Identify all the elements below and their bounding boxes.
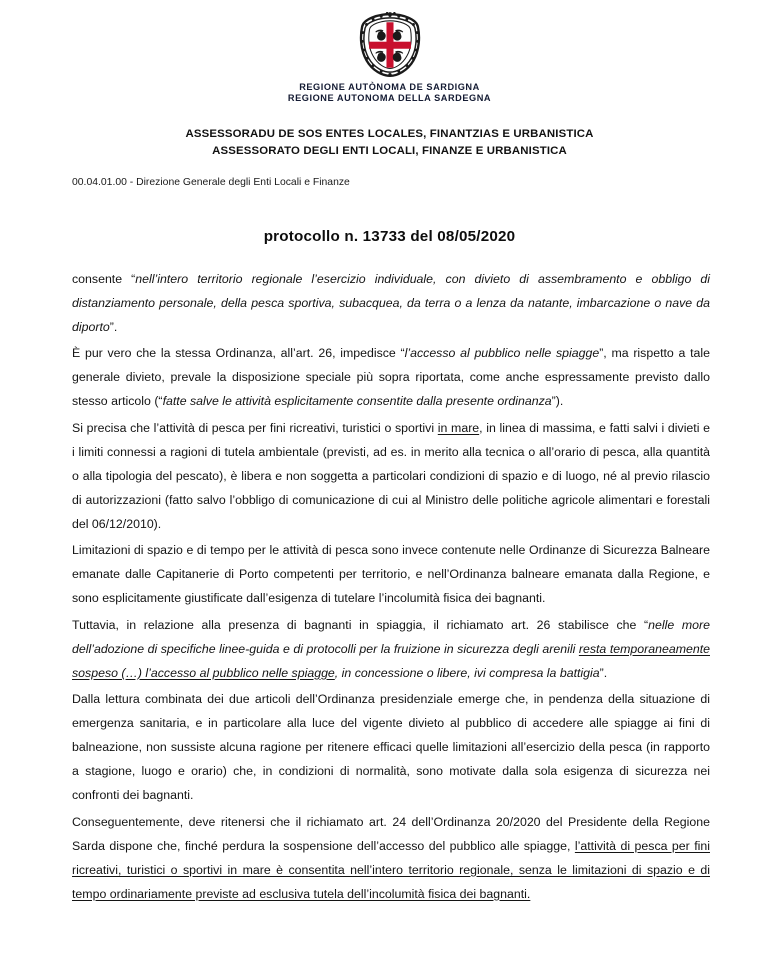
document-body <box>72 267 710 906</box>
p2-quote1: l’accesso al pubblico nelle spiagge <box>404 346 600 361</box>
p3-part1: Si precisa che l’attività di pesca per fini ricreativi, turistici o sportivi <box>72 420 438 435</box>
p5-italic1: nelle more dell’adozione di specifiche linee-guida e di protocolli per la fruizione in sicurezza degli arenili <box>72 617 710 656</box>
org-line-italian: REGIONE AUTONOMA DELLA SARDEGNA <box>287 93 492 104</box>
p1-lead: consente “ <box>72 271 136 286</box>
paragraph-3 <box>72 416 710 536</box>
paragraph-1 <box>72 267 710 339</box>
paragraph-4 <box>72 538 710 610</box>
p3-underlined: in mare <box>437 420 480 435</box>
p4-text: Limitazioni di spazio e di tempo per le attività di pesca sono invece contenute nelle Ordinanze di Sicurezza Balneare emanate dalle Capitanerie di Porto competenti per territorio, e nell’Ordinanza balneare emanata dalla Regione, e sono esplicitamente giustificate dall’esigenza di tutelare l’incolumità fisica dei bagnanti. <box>72 543 710 606</box>
p2-quote2: fatte salve le attività esplicitamente consentite dalla presente ordinanza <box>162 394 552 409</box>
page-title: protocollo n. 13733 del 08/05/2020 <box>263 227 516 245</box>
p5-part2: ”. <box>599 665 608 680</box>
paragraph-7 <box>72 810 710 906</box>
assessorato-line-italian: ASSESSORATO DEGLI ENTI LOCALI, FINANZE E URBANISTICA <box>212 144 567 157</box>
p1-tail: ”. <box>109 319 118 334</box>
p5-italic2: , in concessione o libere, ivi compresa la battigia <box>334 665 600 680</box>
p2-part2: ”, ma rispetto a tale generale divieto, prevale la disposizione speciale più sopra riportata, come anche espressamente previsto dallo stesso articolo (“ <box>72 346 710 409</box>
p5-part1: Tuttavia, in relazione alla presenza di bagnanti in spiaggia, il richiamato art. 26 stabilisce che “ <box>72 617 649 632</box>
paragraph-6 <box>72 687 710 807</box>
p1-quote: nell’intero territorio regionale l’esercizio individuale, con divieto di assembramento e obbligo di distanziamento personale, della pesca sportiva, subacquea, da terra o a lenza da natante, imbarcazione o nave da diporto <box>72 271 711 334</box>
p2-part1: È pur vero che la stessa Ordinanza, all’art. 26, impedisce “ <box>72 346 405 361</box>
p2-part3: ”). <box>551 394 564 409</box>
sardinia-coat-of-arms-icon <box>353 12 427 78</box>
p7-underlined: l’attività di pesca per fini ricreativi, turistici o sportivi in mare è consentita nell’intero territorio regionale, senza le limitazioni di spazio e di tempo ordinariamente previste ad esclusiva tutela dell’incolumità fisica dei bagnanti. <box>72 838 710 901</box>
letterhead <box>0 0 779 104</box>
p6-text: Dalla lettura combinata dei due articoli dell’Ordinanza presidenziale emerge che, in pendenza della situazione di emergenza sanitaria, e in particolare alla luce del vigente divieto al pubblico di accedere alle spiagge ai fini di balneazione, non sussiste alcuna ragione per ritenere efficaci quelle limitazioni all’esercizio della pesca (in rapporto a stagione, luogo e orario) che, in condizioni di normalità, sono motivate dalla sola esigenza di sicurezza nei confronti dei bagnanti. <box>72 691 710 803</box>
assessorato-heading <box>0 126 779 158</box>
assessorato-line-sardinian: ASSESSORADU DE SOS ENTES LOCALES, FINANTZIAS E URBANISTICA <box>185 128 594 141</box>
paragraph-5 <box>72 613 710 685</box>
direzione-generale-label: 00.04.01.00 - Direzione Generale degli Enti Locali e Finanze <box>72 176 350 188</box>
p5-italic-underlined: resta temporaneamente sospeso (…) l’accesso al pubblico nelle spiagge <box>72 641 710 680</box>
organization-name <box>0 82 779 104</box>
paragraph-2 <box>72 341 710 413</box>
p3-part2: , in linea di massima, e fatti salvi i divieti e i limiti connessi a ragioni di tutela ambientale (previsti, ad es. in merito alla tecnica o all’orario di pesca, alla quantità o alla tipologia del pescato), è libera e non soggetta a particolari condizioni di spazio e di luogo, né al previo rilascio di autorizzazioni (fatto salvo l’obbligo di comunicazione di cui al Ministro delle politiche agricole alimentari e forestali del 06/12/2010). <box>72 420 710 531</box>
org-line-sardinian: REGIONE AUTÒNOMA DE SARDIGNA <box>299 82 480 92</box>
p7-part1: Conseguentemente, deve ritenersi che il richiamato art. 24 dell’Ordinanza 20/2020 del Presidente della Regione Sarda dispone che, finché perdura la sospensione dell’accesso del pubblico alle spiagge, <box>72 814 710 853</box>
